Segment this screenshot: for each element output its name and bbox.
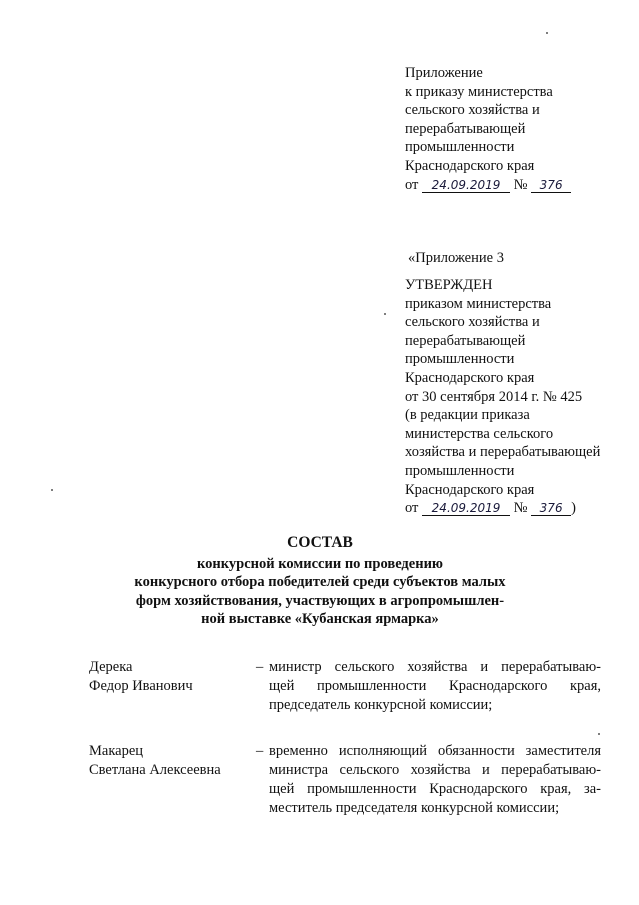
approved-line: промышленности — [405, 351, 515, 368]
role-line: министра сельского хозяйства и перерабатываю- — [269, 762, 601, 778]
approved-line: Краснодарского края — [405, 369, 535, 386]
approved-line: сельского хозяйства и — [405, 314, 540, 331]
role-line: председатель конкурсной комиссии; — [269, 697, 493, 713]
approved-line: (в редакции приказа — [405, 407, 530, 424]
document-title — [60, 534, 580, 629]
member-name — [89, 742, 249, 780]
handwritten-date: 24.09.2019 — [422, 501, 510, 516]
scan-speck — [51, 489, 53, 491]
approved-line: от 30 сентября 2014 г. № 425 — [405, 388, 583, 405]
member-name — [89, 658, 249, 696]
member-surname: Макарец — [89, 743, 144, 759]
approved-block — [405, 276, 600, 518]
appendix-block — [405, 64, 571, 194]
appendix-line: Приложение — [405, 65, 483, 81]
appendix3-label — [408, 249, 504, 268]
role-line: министр сельского хозяйства и перерабатываю- — [269, 659, 601, 675]
member-surname: Дерека — [89, 659, 133, 675]
approved-line: перерабатывающей — [405, 332, 526, 349]
appendix-line: промышленности — [405, 139, 515, 156]
approved-line: Краснодарского края — [405, 481, 535, 498]
approved-line: приказом министерства — [405, 295, 552, 312]
number-sign: № — [513, 176, 528, 193]
number-sign: № — [513, 500, 528, 517]
handwritten-number: 376 — [531, 178, 571, 193]
scan-speck — [384, 313, 386, 315]
approved-line: промышленности — [405, 462, 515, 479]
member-dash: – — [256, 743, 264, 759]
title-line: форм хозяйствования, участвующих в агропромышлен- — [135, 592, 505, 609]
role-line: меститель председателя конкурсной комиссии; — [269, 800, 560, 816]
handwritten-date: 24.09.2019 — [422, 178, 510, 193]
appendix-date-line — [405, 176, 571, 195]
date-prefix: от — [405, 500, 419, 517]
member-given-name: Федор Иванович — [89, 678, 193, 694]
date-prefix: от — [405, 176, 419, 193]
scan-speck — [546, 32, 548, 34]
appendix-line: сельского хозяйства и — [405, 102, 540, 119]
title-line: конкурсной комиссии по проведению — [197, 555, 443, 572]
role-line: временно исполняющий обязанности заместителя — [269, 743, 601, 759]
title-line: конкурсного отбора победителей среди субъектов малых — [134, 574, 506, 591]
appendix-line: Краснодарского края — [405, 157, 535, 174]
title-line: ной выставке «Кубанская ярмарка» — [201, 611, 439, 628]
role-line: щей промышленности Краснодарского края, — [269, 678, 601, 694]
appendix-line: к приказу министерства — [405, 83, 553, 100]
member-role — [269, 658, 601, 715]
approved-line: хозяйства и перерабатывающей — [405, 444, 601, 461]
handwritten-number: 376 — [531, 501, 571, 516]
member-given-name: Светлана Алексеевна — [89, 762, 221, 778]
role-line: щей промышленности Краснодарского края, за- — [269, 781, 601, 797]
title-main: СОСТАВ — [287, 534, 353, 551]
scan-speck — [598, 733, 600, 735]
approved-date-line — [405, 499, 600, 518]
appendix-line: перерабатывающей — [405, 120, 526, 137]
appendix3-text: «Приложение 3 — [408, 250, 504, 266]
approved-line: УТВЕРЖДЕН — [405, 277, 493, 293]
member-role — [269, 742, 601, 818]
approved-line: министерства сельского — [405, 425, 554, 442]
member-dash: – — [256, 659, 264, 675]
closing-paren: ) — [571, 500, 576, 517]
